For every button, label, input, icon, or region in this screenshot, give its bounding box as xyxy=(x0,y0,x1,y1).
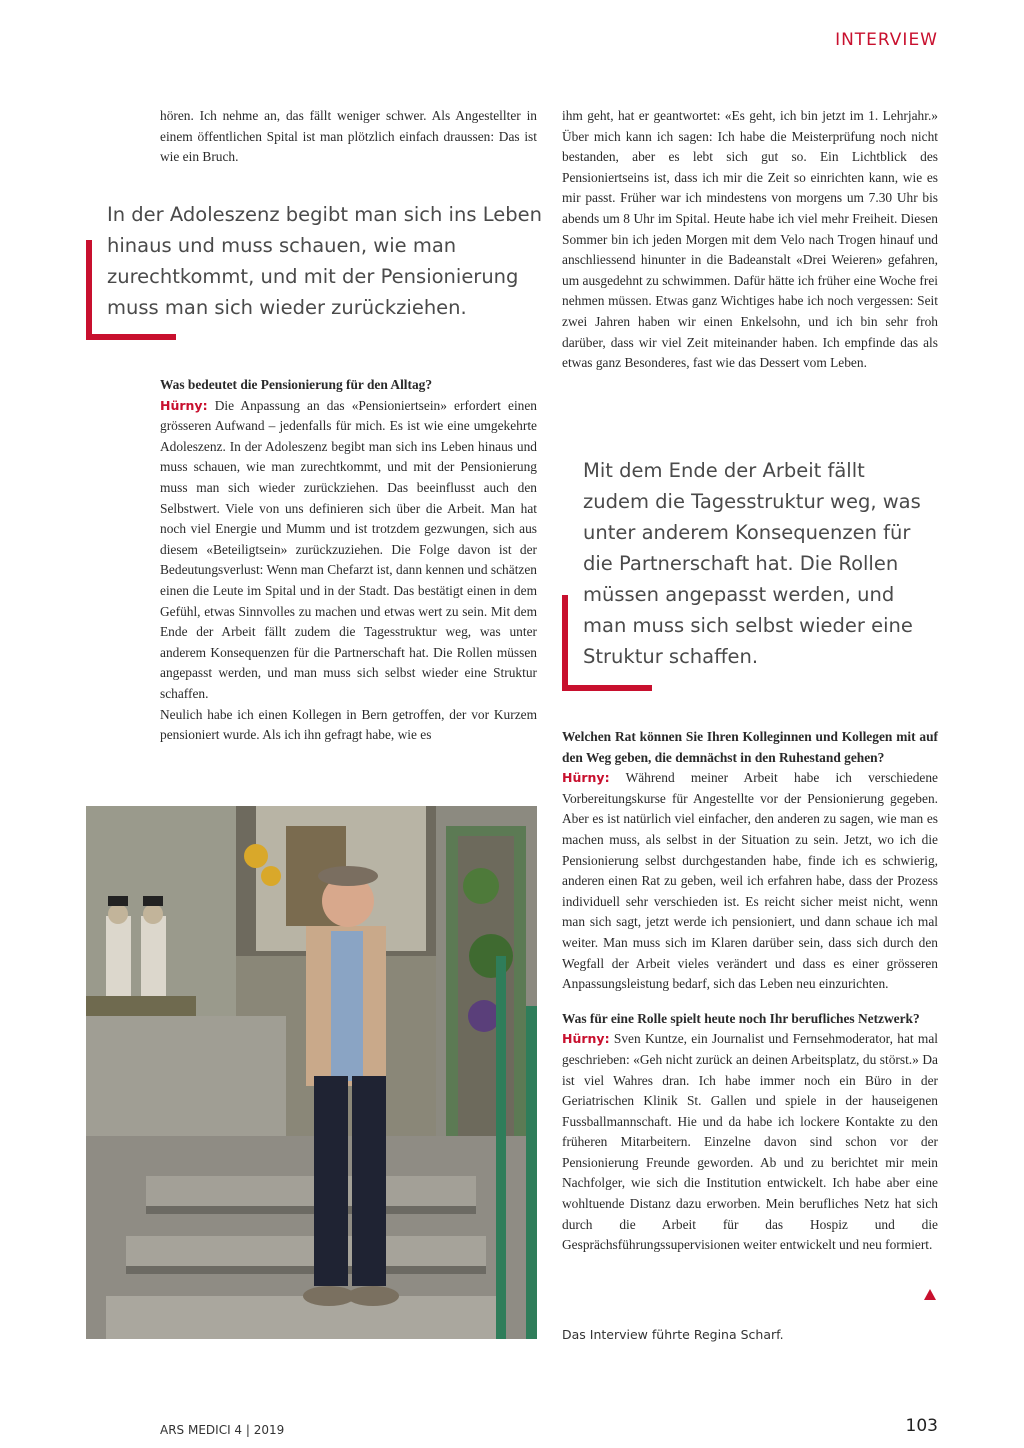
question-heading: Welchen Rat können Sie Ihren Kolleginnen und Kollegen mit auf den Weg geben, die demnächst in den Ruhestand gehen? xyxy=(562,729,938,765)
answer-text: Die Anpassung an das «Pensioniertsein» erfordert einen grösseren Aufwand – jedenfalls für mich. Es ist wie eine umgekehrte Adoleszenz. In der Adoleszenz begibt man sich ins Leben hinaus und muss schauen, wie man zurechtkommt, und mit der Pensionierung muss man sich wieder zurückziehen. Das beeinflusst auch den Selbstwert. Viele von uns definieren sich über die Arbeit. Man hat noch viel Energie und Mumm und ist trotzdem gezwungen, sich aus diesem «Beteiligtsein» zurückzuziehen. Die Folge davon ist der Bedeutungsverlust: Wenn man Chefarzt ist, dann kennen und schätzen einen die Leute im Spital und in der Stadt. Das bestätigt einen in dem Gefühl, etwas Sinnvolles zu machen und etwas wert zu sein. Mit dem Ende der Arbeit fällt zudem die Tagesstruktur weg, was unter anderem Konsequenzen für die Partnerschaft hat. Die Rollen müssen angepasst werden, und man muss sich selbst wieder eine Struktur schaffen. xyxy=(160,397,537,701)
answer-text: Sven Kuntze, ein Journalist und Fernsehmoderator, hat mal geschrieben: «Geh nicht zurück an deinen Arbeitsplatz, du störst.» Da ist viel Wahres dran. Ich habe immer noch ein Büro in der Geriatrischen Klinik St. Gallen und spiele in der hauseigenen Fussballmannschaft. Hie und da habe ich lockere Kontakte zu den früheren Mitarbeitern. Einzelne davon sind schon vor der Pensionierung Freunde geworden. Ab und zu berichtet mir mein Nachfolger, wie sich die Institution entwickelt. Ich habe aber eine wohltuende Distanz dazu erworben. Mein berufliches Netz hat sich durch die Arbeit für das Hospiz und die Gesprächsführungssupervisionen weiter entwickelt und neu formiert. xyxy=(562,1031,938,1253)
section-label: INTERVIEW xyxy=(835,30,938,50)
portrait-photo xyxy=(86,806,537,1339)
body-column-right-bottom xyxy=(562,727,938,1256)
body-paragraph: hören. Ich nehme an, das fällt weniger schwer. Als Angestellter in einem öffentlichen Spital ist man plötzlich einfach draussen: Das ist wie ein Bruch. xyxy=(160,108,537,165)
answer-paragraph xyxy=(562,768,938,995)
speaker-label: Hürny: xyxy=(562,770,610,786)
pull-quote: Mit dem Ende der Arbeit fällt zudem die Tagesstruktur weg, was unter anderem Konsequenzen für die Partnerschaft hat. Die Rollen müssen angepasst werden, und man muss sich selbst wieder eine Struktur schaffen. xyxy=(583,459,921,668)
answer-paragraph xyxy=(160,396,537,705)
answer-text: Während meiner Arbeit habe ich verschiedene Vorbereitungskurse für Angestellte vor der Pensionierung gegeben. Aber es ist natürlich viel einfacher, den anderen zu sagen, wie man es machen muss, als selbst in der Situation zu sein. Jetzt, wo ich die Pensionierung selbst durchgestanden habe, finde ich es schwierig, anderen einen Rat zu geben, weil ich erfahren habe, dass der Prozess individuell sehr verschieden ist. Es reicht sicher meist nicht, wenn man sich sagt, jetzt werde ich pensioniert, und dann schaue ich mal weiter. Man muss sich im Klaren darüber sein, dass sich durch den Wegfall der Arbeit vieles verändert und dass es einer grösseren Anpassungsleistung bedarf, sich das Leben neu einzurichten. xyxy=(562,770,938,992)
pull-quote-bracket xyxy=(562,595,652,691)
speaker-label: Hürny: xyxy=(160,397,208,413)
question-heading: Was bedeutet die Pensionierung für den Alltag? xyxy=(160,377,433,392)
pull-quote-bracket xyxy=(86,240,176,340)
end-of-article-triangle-icon xyxy=(924,1289,936,1300)
answer-paragraph-continued: Neulich habe ich einen Kollegen in Bern getroffen, der vor Kurzem pensioniert wurde. Als ich ihn gefragt habe, wie es xyxy=(160,706,537,743)
pull-quote: In der Adoleszenz begibt man sich ins Leben hinaus und muss schauen, wie man zurechtkommt, und mit der Pensionierung muss man sich wieder zurückziehen. xyxy=(107,203,542,319)
question-heading: Was für eine Rolle spielt heute noch Ihr berufliches Netzwerk? xyxy=(562,1010,920,1026)
body-column-left-top xyxy=(160,106,537,168)
paragraph-spacer xyxy=(562,995,938,1009)
answer-paragraph xyxy=(562,1029,938,1256)
speaker-label: Hürny: xyxy=(562,1031,610,1047)
interview-credit: Das Interview führte Regina Scharf. xyxy=(562,1327,784,1342)
body-paragraph: ihm geht, hat er geantwortet: «Es geht, ich bin jetzt im 1. Lehrjahr.» Über mich kann ich sagen: Ich habe die Meisterprüfung noch nicht bestanden, aber es lebt sich gut so. Ein Lichtblick des Pensioniertseins ist, dass ich mir die Zeit so einrichten kann, wie es mir passt. Früher war ich mindestens von morgens um 7.30 Uhr bis abends um 8 Uhr im Spital. Heute habe ich viel mehr Freiheit. Diesen Sommer bin ich jeden Morgen mit dem Velo nach Trogen hinauf und anschliessend hinunter in die Badeanstalt «Drei Weieren» gefahren, um ausgedehnt zu schwimmen. Dafür hätte ich früher eine Woche frei nehmen müssen. Etwas ganz Wichtiges habe ich noch vergessen: Seit zwei Jahren haben wir einen Enkelsohn, und ich bin sehr froh darüber, dass wir viel Zeit miteinander haben. Ich empfinde das als etwas ganz Besonderes, fast wie das Dessert vom Leben. xyxy=(562,108,938,371)
journal-issue: ARS MEDICI 4 | 2019 xyxy=(160,1423,285,1437)
photo-illustration xyxy=(86,806,537,1339)
page-number: 103 xyxy=(905,1416,938,1436)
body-column-left-mid xyxy=(160,375,537,746)
body-column-right-top xyxy=(562,106,938,374)
